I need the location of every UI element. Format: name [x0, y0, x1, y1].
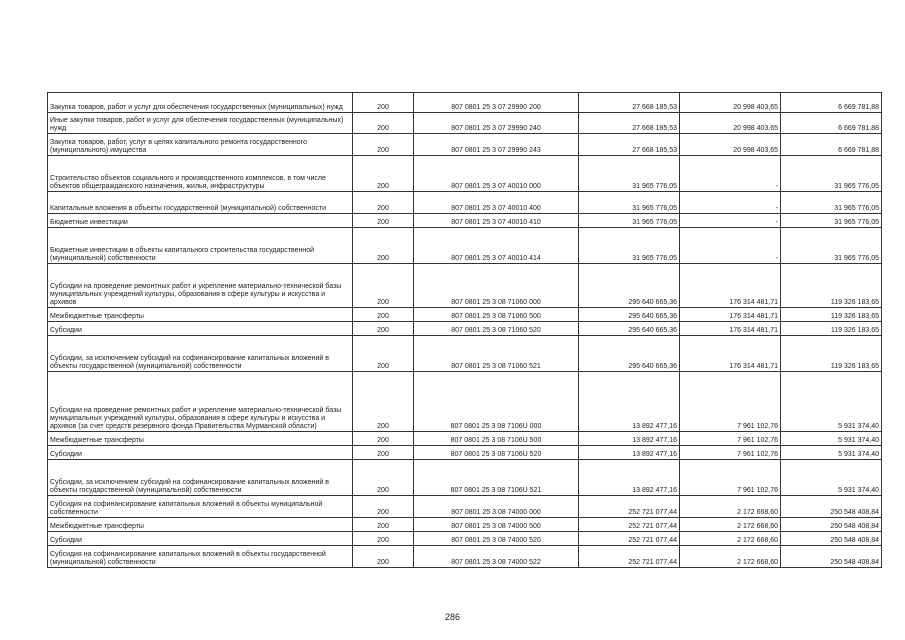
row-code-cell: 200: [353, 264, 414, 308]
row-name-cell: Субсидии: [48, 446, 353, 460]
row-kbk-cell: 807 0801 25 3 08 74000 000: [414, 496, 579, 518]
row-value2-cell: 2 172 668,60: [680, 546, 781, 568]
row-name-cell: Субсидии на проведение ремонтных работ и укрепление материально-технической базы муниципальных учреждений культуры, образования в сфере культуры и искусства и архивов (за счет средств резервного фонда Правительства Мурманской области): [48, 372, 353, 432]
row-name-cell: Капитальные вложения в объекты государственной (муниципальной) собственности: [48, 192, 353, 214]
row-value1-cell: 295 640 665,36: [579, 264, 680, 308]
row-kbk-cell: 807 0801 25 3 08 7106U 521: [414, 460, 579, 496]
row-value3-cell: 31 965 776,05: [781, 156, 882, 192]
row-value1-cell: 295 640 665,36: [579, 336, 680, 372]
row-value3-cell: 5 931 374,40: [781, 446, 882, 460]
row-value3-cell: 6 669 781,88: [781, 134, 882, 156]
row-value3-cell: 6 669 781,88: [781, 93, 882, 113]
row-code-cell: 200: [353, 134, 414, 156]
row-value3-cell: 5 931 374,40: [781, 432, 882, 446]
row-name-cell: Субсидии: [48, 532, 353, 546]
row-value2-cell: 20 998 403,65: [680, 134, 781, 156]
row-code-cell: 200: [353, 518, 414, 532]
row-kbk-cell: 807 0801 25 3 08 71060 521: [414, 336, 579, 372]
row-value2-cell: 176 314 481,71: [680, 308, 781, 322]
row-value3-cell: 250 548 408,84: [781, 546, 882, 568]
row-value1-cell: 13 892 477,16: [579, 460, 680, 496]
row-value2-cell: 176 314 481,71: [680, 336, 781, 372]
row-value3-cell: 6 669 781,88: [781, 113, 882, 134]
row-value1-cell: 252 721 077,44: [579, 546, 680, 568]
table-row: [48, 446, 882, 460]
row-kbk-cell: 807 0801 25 3 07 40010 400: [414, 192, 579, 214]
row-value2-cell: 20 998 403,65: [680, 113, 781, 134]
table-row: [48, 192, 882, 214]
table-row: [48, 432, 882, 446]
row-name-cell: Иные закупки товаров, работ и услуг для обеспечения государственных (муниципальных) нужд: [48, 113, 353, 134]
row-code-cell: 200: [353, 496, 414, 518]
row-kbk-cell: 807 0801 25 3 08 71060 520: [414, 322, 579, 336]
table-row: [48, 113, 882, 134]
row-code-cell: 200: [353, 308, 414, 322]
row-kbk-cell: 807 0801 25 3 07 29990 200: [414, 93, 579, 113]
row-name-cell: Строительство объектов социального и производственного комплексов, в том числе объектов общегражданского назначения, жилья, инфраструктуры: [48, 156, 353, 192]
row-value1-cell: 13 892 477,16: [579, 372, 680, 432]
row-value3-cell: 119 326 183,65: [781, 322, 882, 336]
row-value1-cell: 252 721 077,44: [579, 496, 680, 518]
row-code-cell: 200: [353, 532, 414, 546]
row-value2-cell: 2 172 668,60: [680, 496, 781, 518]
row-name-cell: Субсидии на проведение ремонтных работ и укрепление материально-технической базы муниципальных учреждений культуры, образования в сфере культуры и искусства и архивов: [48, 264, 353, 308]
row-code-cell: 200: [353, 322, 414, 336]
row-value3-cell: 250 548 408,84: [781, 532, 882, 546]
table-row: [48, 264, 882, 308]
row-name-cell: Закупка товаров, работ, услуг в целях капитального ремонта государственного (муниципального) имущества: [48, 134, 353, 156]
budget-table-body: [48, 93, 882, 568]
row-kbk-cell: 807 0801 25 3 08 74000 522: [414, 546, 579, 568]
row-name-cell: Межбюджетные трансферты: [48, 518, 353, 532]
row-code-cell: 200: [353, 156, 414, 192]
row-value3-cell: 31 965 776,05: [781, 214, 882, 228]
row-kbk-cell: 807 0801 25 3 08 71060 000: [414, 264, 579, 308]
row-code-cell: 200: [353, 460, 414, 496]
row-value2-cell: 2 172 668,60: [680, 532, 781, 546]
row-value3-cell: 31 965 776,05: [781, 228, 882, 264]
row-name-cell: Субсидия на софинансирование капитальных вложений в объекты муниципальной собственности: [48, 496, 353, 518]
table-row: [48, 546, 882, 568]
row-code-cell: 200: [353, 546, 414, 568]
row-kbk-cell: 807 0801 25 3 07 29990 240: [414, 113, 579, 134]
row-name-cell: Субсидии, за исключением субсидий на софинансирование капитальных вложений в объекты государственной (муниципальной) собственности: [48, 336, 353, 372]
row-value2-cell: 20 998 403,65: [680, 93, 781, 113]
row-code-cell: 200: [353, 214, 414, 228]
row-value1-cell: 27 668 185,53: [579, 113, 680, 134]
row-name-cell: Межбюджетные трансферты: [48, 432, 353, 446]
row-value2-cell: 7 961 102,76: [680, 432, 781, 446]
row-value1-cell: 31 965 776,05: [579, 228, 680, 264]
row-value1-cell: 252 721 077,44: [579, 532, 680, 546]
row-value3-cell: 250 548 408,84: [781, 518, 882, 532]
row-kbk-cell: 807 0801 25 3 08 74000 500: [414, 518, 579, 532]
row-kbk-cell: 807 0801 25 3 08 74000 520: [414, 532, 579, 546]
row-kbk-cell: 807 0801 25 3 07 40010 414: [414, 228, 579, 264]
page-number: 286: [444, 612, 461, 622]
row-value1-cell: 27 668 185,53: [579, 93, 680, 113]
table-row: [48, 372, 882, 432]
row-value3-cell: 250 548 408,84: [781, 496, 882, 518]
row-kbk-cell: 807 0801 25 3 08 71060 500: [414, 308, 579, 322]
row-value2-cell: 7 961 102,76: [680, 460, 781, 496]
table-row: [48, 93, 882, 113]
row-kbk-cell: 807 0801 25 3 07 40010 410: [414, 214, 579, 228]
row-value1-cell: 31 965 776,05: [579, 214, 680, 228]
table-row: [48, 322, 882, 336]
row-value3-cell: 119 326 183,65: [781, 264, 882, 308]
row-value2-cell: -: [680, 156, 781, 192]
row-name-cell: Межбюджетные трансферты: [48, 308, 353, 322]
budget-table: [47, 92, 882, 568]
table-row: [48, 134, 882, 156]
row-value1-cell: 295 640 665,36: [579, 322, 680, 336]
row-value3-cell: 31 965 776,05: [781, 192, 882, 214]
row-name-cell: Субсидия на софинансирование капитальных вложений в объекты государственной (муниципальной) собственности: [48, 546, 353, 568]
row-code-cell: 200: [353, 113, 414, 134]
table-row: [48, 532, 882, 546]
row-value1-cell: 31 965 776,05: [579, 156, 680, 192]
table-row: [48, 228, 882, 264]
row-value2-cell: 7 961 102,76: [680, 372, 781, 432]
row-value2-cell: -: [680, 228, 781, 264]
row-value2-cell: 176 314 481,71: [680, 264, 781, 308]
row-value3-cell: 119 326 183,65: [781, 336, 882, 372]
table-row: [48, 156, 882, 192]
row-value3-cell: 5 931 374,40: [781, 460, 882, 496]
row-code-cell: 200: [353, 93, 414, 113]
row-name-cell: Бюджетные инвестиции: [48, 214, 353, 228]
row-value2-cell: 176 314 481,71: [680, 322, 781, 336]
row-value2-cell: -: [680, 214, 781, 228]
table-row: [48, 214, 882, 228]
row-code-cell: 200: [353, 336, 414, 372]
row-kbk-cell: 807 0801 25 3 08 7106U 520: [414, 446, 579, 460]
row-code-cell: 200: [353, 228, 414, 264]
row-value1-cell: 31 965 776,05: [579, 192, 680, 214]
table-row: [48, 496, 882, 518]
row-value1-cell: 252 721 077,44: [579, 518, 680, 532]
table-row: [48, 460, 882, 496]
row-code-cell: 200: [353, 432, 414, 446]
row-name-cell: Закупка товаров, работ и услуг для обеспечения государственных (муниципальных) нужд: [48, 93, 353, 113]
row-kbk-cell: 807 0801 25 3 07 40010 000: [414, 156, 579, 192]
row-value3-cell: 119 326 183,65: [781, 308, 882, 322]
row-kbk-cell: 807 0801 25 3 08 7106U 000: [414, 372, 579, 432]
row-name-cell: Субсидии: [48, 322, 353, 336]
row-value2-cell: 7 961 102,76: [680, 446, 781, 460]
row-name-cell: Субсидии, за исключением субсидий на софинансирование капитальных вложений в объекты государственной (муниципальной) собственности: [48, 460, 353, 496]
row-value2-cell: -: [680, 192, 781, 214]
table-row: [48, 308, 882, 322]
row-value1-cell: 13 892 477,16: [579, 446, 680, 460]
row-kbk-cell: 807 0801 25 3 07 29990 243: [414, 134, 579, 156]
row-code-cell: 200: [353, 192, 414, 214]
row-value1-cell: 27 668 185,53: [579, 134, 680, 156]
table-row: [48, 518, 882, 532]
row-code-cell: 200: [353, 446, 414, 460]
row-value2-cell: 2 172 668,60: [680, 518, 781, 532]
row-value1-cell: 13 892 477,16: [579, 432, 680, 446]
row-code-cell: 200: [353, 372, 414, 432]
row-kbk-cell: 807 0801 25 3 08 7106U 500: [414, 432, 579, 446]
row-name-cell: Бюджетные инвестиции в объекты капитального строительства государственной (муниципальной) собственности: [48, 228, 353, 264]
row-value1-cell: 295 640 665,36: [579, 308, 680, 322]
row-value3-cell: 5 931 374,40: [781, 372, 882, 432]
table-row: [48, 336, 882, 372]
